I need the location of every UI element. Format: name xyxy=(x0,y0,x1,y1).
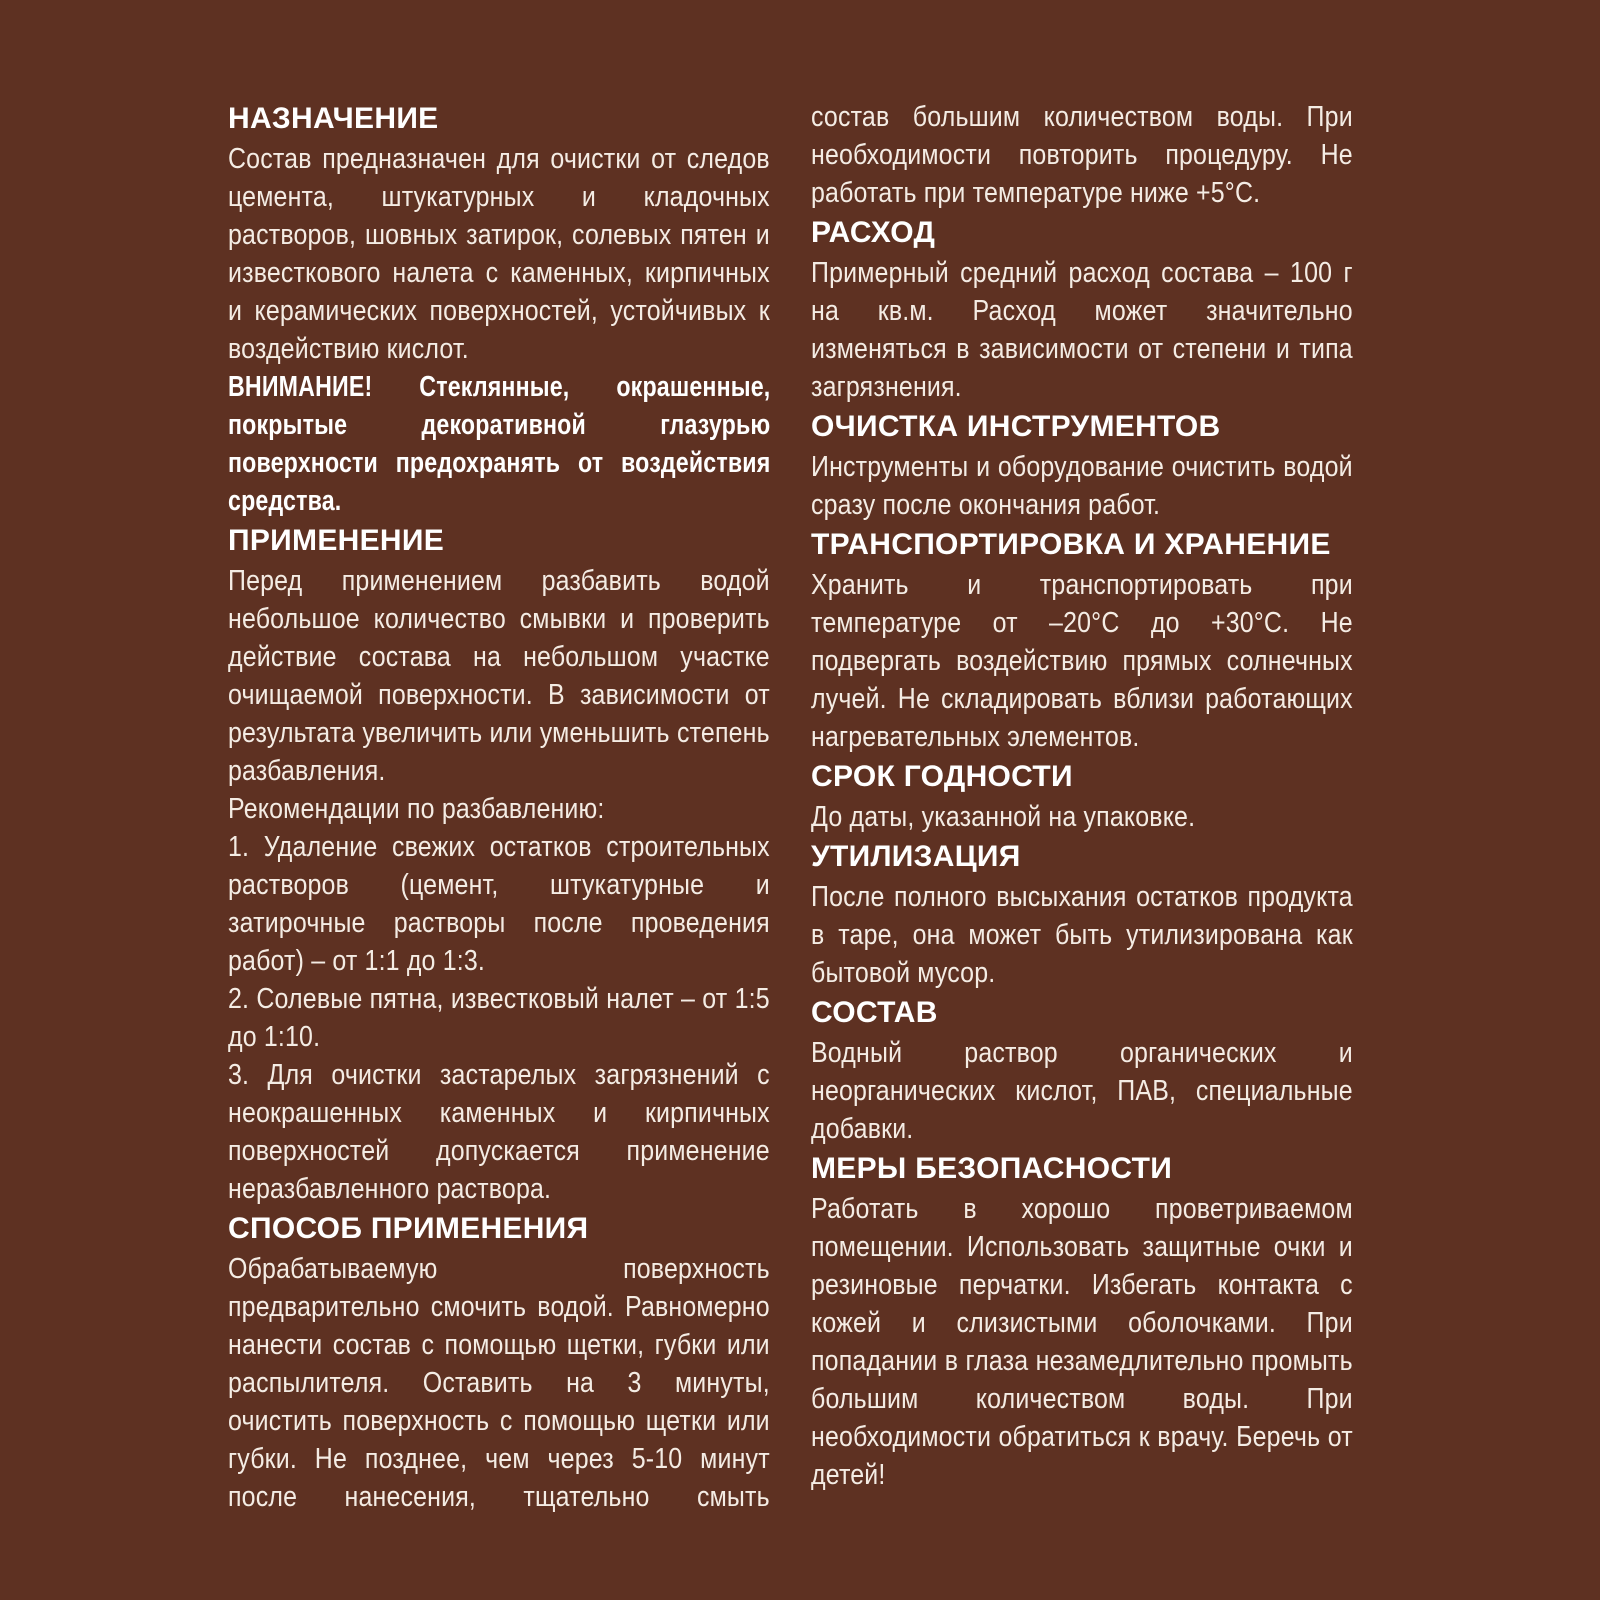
left-column xyxy=(228,98,770,1516)
section-heading-transport: ТРАНСПОРТИРОВКА И ХРАНЕНИЕ xyxy=(811,528,1331,561)
dilution-item-1: 1. Удаление свежих остатков строительных растворов (цемент, штукатурные и затирочные растворы после проведения работ) – от 1:1 до 1:3. xyxy=(228,831,770,977)
section-body-mery: Работать в хорошо проветриваемом помещении. Использовать защитные очки и резиновые перчатки. Избегать контакта с кожей и слизистыми оболочками. При попадании в глаза незамедлительно промыть большим количеством воды. При необходимости обратиться к врачу. Беречь от детей! xyxy=(811,1193,1353,1491)
section-heading-ochistka: ОЧИСТКА ИНСТРУМЕНТОВ xyxy=(811,410,1221,443)
warning-text: ВНИМАНИЕ! Стеклянные, окрашенные, покрытые декоративной глазурью поверхности предохранять от воздействия средства. xyxy=(228,371,771,517)
section-body-raskhod: Примерный средний расход состава – 100 г на кв.м. Расход может значительно изменяться в зависимости от степени и типа загрязнения. xyxy=(811,257,1353,403)
section-heading-utilizaciya: УТИЛИЗАЦИЯ xyxy=(811,840,1021,873)
right-column xyxy=(811,98,1353,1494)
section-body-transport: Хранить и транспортировать при температуре от –20°С до +30°С. Не подвергать воздействию прямых солнечных лучей. Не складировать вблизи работающих нагревательных элементов. xyxy=(811,569,1353,753)
section-body-srok: До даты, указанной на упаковке. xyxy=(811,801,1196,833)
section-body-naznachenie: Состав предназначен для очистки от следов цемента, штукатурных и кладочных растворов, шовных затирок, солевых пятен и известкового налета с каменных, кирпичных и керамических поверхностей, устойчивых к воздействию кислот. xyxy=(228,143,770,365)
dilution-recommendations-title: Рекомендации по разбавлению: xyxy=(228,793,605,825)
section-heading-mery: МЕРЫ БЕЗОПАСНОСТИ xyxy=(811,1152,1173,1185)
section-body-sostav: Водный раствор органических и неорганических кислот, ПАВ, специальные добавки. xyxy=(811,1037,1353,1145)
section-body-ochistka: Инструменты и оборудование очистить водой сразу после окончания работ. xyxy=(811,451,1353,521)
section-heading-sostav: СОСТАВ xyxy=(811,996,938,1029)
section-heading-srok: СРОК ГОДНОСТИ xyxy=(811,760,1073,793)
section-heading-primenenie: ПРИМЕНЕНИЕ xyxy=(228,524,445,557)
dilution-item-2: 2. Солевые пятна, известковый налет – от 1:5 до 1:10. xyxy=(228,983,770,1053)
section-heading-sposob: СПОСОБ ПРИМЕНЕНИЯ xyxy=(228,1212,589,1245)
section-heading-naznachenie: НАЗНАЧЕНИЕ xyxy=(228,102,439,135)
section-body-utilizaciya: После полного высыхания остатков продукта в таре, она может быть утилизирована как бытовой мусор. xyxy=(811,881,1353,989)
section-heading-raskhod: РАСХОД xyxy=(811,216,936,249)
dilution-item-3: 3. Для очистки застарелых загрязнений с неокрашенных каменных и кирпичных поверхностей допускается применение неразбавленного раствора. xyxy=(228,1059,770,1205)
section-body-sposob-continued: состав большим количеством воды. При необходимости повторить процедуру. Не работать при температуре ниже +5°С. xyxy=(811,101,1353,209)
section-body-sposob: Обрабатываемую поверхность предварительно смочить водой. Равномерно нанести состав с помощью щетки, губки или распылителя. Оставить на 3 минуты, очистить поверхность с помощью щетки или губки. Не позднее, чем через 5-10 минут после нанесения, тщательно смыть xyxy=(228,1253,770,1513)
section-body-primenenie: Перед применением разбавить водой небольшое количество смывки и проверить действие состава на небольшом участке очищаемой поверхности. В зависимости от результата увеличить или уменьшить степень разбавления. xyxy=(228,565,770,787)
